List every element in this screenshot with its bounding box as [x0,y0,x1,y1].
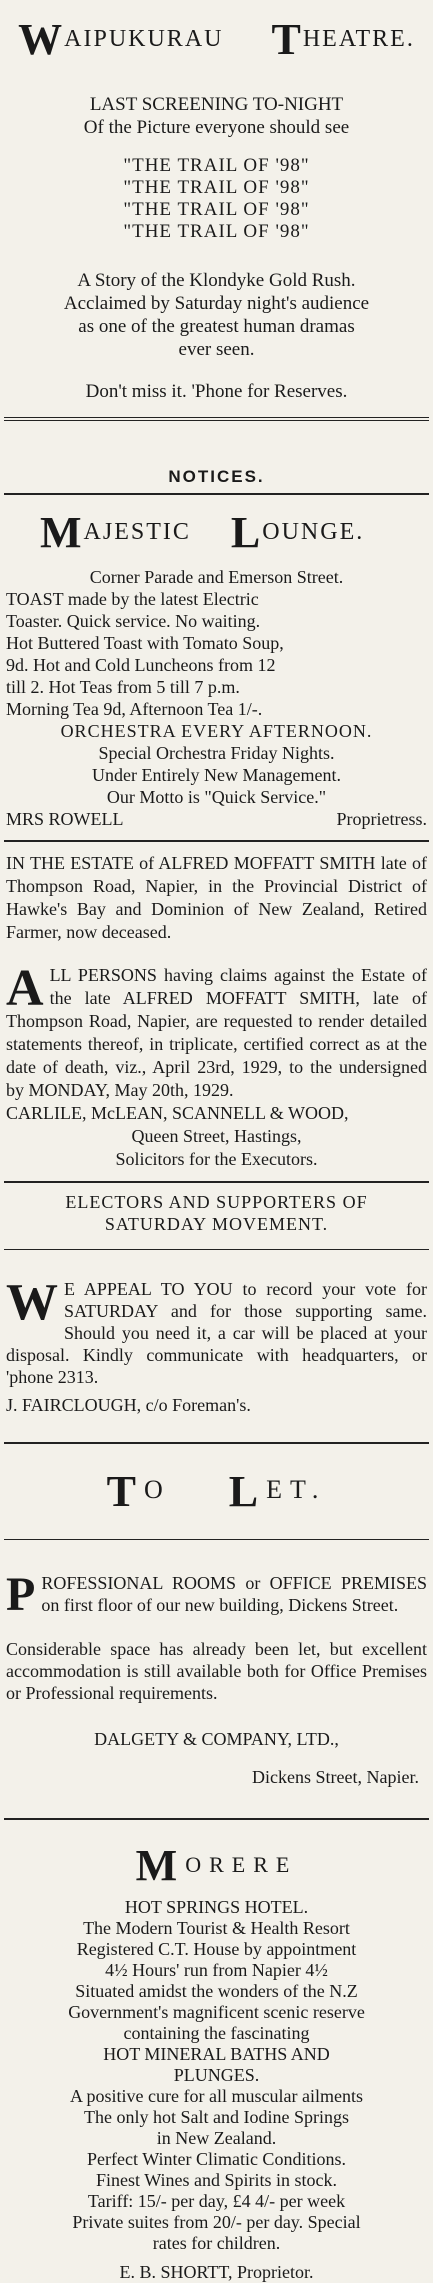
management-line: Under Entirely New Management. [92,765,341,785]
estate-notice [6,842,427,1181]
morere-hotel-advertisement [6,1820,427,2283]
morere-line: The Modern Tourist & Health Resort [83,1918,350,1938]
majestic-body: TOAST made by the latest Electric Toaster. Quick service. No waiting. Hot Buttered Toast with Tomato Soup, 9d. Hot and Cold Luncheons from 12 till 2. Hot Teas from 5 till 7 p.m. Morning Tea 9d, Afternoon Tea 1/-. [6,589,284,719]
morere-line: rates for children. [152,2233,281,2253]
morere-line: The only hot Salt and Iodine Springs [84,2107,349,2127]
company-name: DALGETY & COMPANY, LTD., [94,1729,339,1749]
morere-line: Situated amidst the wonders of the N.Z [75,1981,358,2001]
story-line: Acclaimed by Saturday night's audience [63,293,370,314]
trail-line: "THE TRAIL OF '98" [123,199,310,220]
majestic-title: MAJESTIC LOUNGE. [40,508,365,557]
electors-heading: ELECTORS AND SUPPORTERS OF SATURDAY MOVEMENT. [65,1192,368,1234]
morere-line: Perfect Winter Climatic Conditions. [87,2149,346,2169]
theatre-footer: Don't miss it. 'Phone for Reserves. [85,381,348,402]
section-heading: NOTICES. [168,467,265,486]
office-advertisement: PROFESSIONAL ROOMS or OFFICE PREMISES on first floor of our new building, Dickens Street. Considerable space has already been let, but excellent accommodation is still available both for Office Premises or Professional requirements. DALGETY & COMPANY, LTD., Dickens Street, Napier. [6,1568,427,1787]
drop-cap: P [6,1568,36,1621]
company-address: Dickens Street, Napier. [252,1767,419,1787]
morere-line: Government's magnificent scenic reserve [68,2002,365,2022]
estate-firm: CARLILE, McLEAN, SCANNELL & WOOD, [6,1103,349,1123]
morere-line: Finest Wines and Spirits in stock. [96,2170,337,2190]
screening-line: LAST SCREENING TO-NIGHT [89,94,344,115]
to-let-heading: TO LET. [106,1467,327,1516]
majestic-address: Corner Parade and Emerson Street. [89,567,344,587]
theatre-title: WAIPUKURAU THEATRE. [18,15,415,64]
morere-title: MORERE [135,1841,298,1890]
orchestra-line: ORCHESTRA EVERY AFTERNOON. [60,721,373,741]
trail-line: "THE TRAIL OF '98" [123,155,310,176]
story-line: as one of the greatest human dramas [78,316,355,337]
morere-line: Private suites from 20/- per day. Special [72,2212,361,2232]
majestic-lounge-advertisement [6,495,427,840]
morere-line: PLUNGES. [173,2065,260,2085]
motto-line: Our Motto is "Quick Service." [106,787,327,807]
morere-line: HOT SPRINGS HOTEL. [124,1897,309,1917]
morere-line: A positive cure for all muscular ailments [70,2086,363,2106]
proprietress-name: MRS ROWELL [6,809,124,829]
trail-line: "THE TRAIL OF '98" [123,177,310,198]
morere-line: 4½ Hours' run from Napier 4½ [105,1960,328,1980]
title-initial: W [18,15,65,64]
morere-line: in New Zealand. [156,2128,277,2148]
morere-line: Registered C.T. House by appointment [76,1939,357,1959]
title-initial: T [271,15,303,64]
theatre-advertisement [6,0,427,417]
morere-line: HOT MINERAL BATHS AND [103,2044,330,2064]
story-line: A Story of the Klondyke Gold Rush. [77,270,356,291]
estate-solicitors: Solicitors for the Executors. [115,1149,318,1169]
morere-line: Tariff: 15/- per day, £4 4/- per week [87,2191,346,2211]
estate-intro: IN THE ESTATE of ALFRED MOFFATT SMITH late of Thompson Road, Napier, in the Provincial District of Hawke's Bay and Dominion of New Zealand, Retired Farmer, now deceased. [6,853,427,942]
drop-cap: A [6,960,44,1017]
estate-body: ALL PERSONS having claims against the Estate of the late ALFRED MOFFATT SMITH, late of Thompson Road, Napier, are requested to render detailed statements thereof, in triplicate, certified correct as at the date of death, viz., April 23rd, 1929, to the undersigned by MONDAY, May 20th, 1929. [6,960,427,1100]
proprietress-title: Proprietress. [336,809,427,829]
morere-signature: E. B. SHORTT, Proprietor. [119,2262,314,2282]
special-line: Special Orchestra Friday Nights. [98,743,335,763]
trail-line: "THE TRAIL OF '98" [123,221,310,242]
story-line: ever seen. [178,339,255,360]
picture-line: Of the Picture everyone should see [83,117,350,138]
drop-cap: W [6,1274,58,1331]
electors-appeal: W E APPEAL TO YOU to record your vote for SATURDAY and for those supporting same. Should you need it, a car will be placed at your disposal. Kindly communicate with headquarters, or 'phone 2313. J. FAIRCLOUGH, c/o Foreman's. [6,1274,427,1415]
electors-signature: J. FAIRCLOUGH, c/o Foreman's. [6,1395,251,1415]
office-body: Considerable space has already been let, but excellent accommodation is still available both for Office Premises or Professional requirements. [6,1639,427,1703]
estate-street: Queen Street, Hastings, [131,1126,302,1146]
morere-line: containing the fascinating [123,2023,310,2043]
